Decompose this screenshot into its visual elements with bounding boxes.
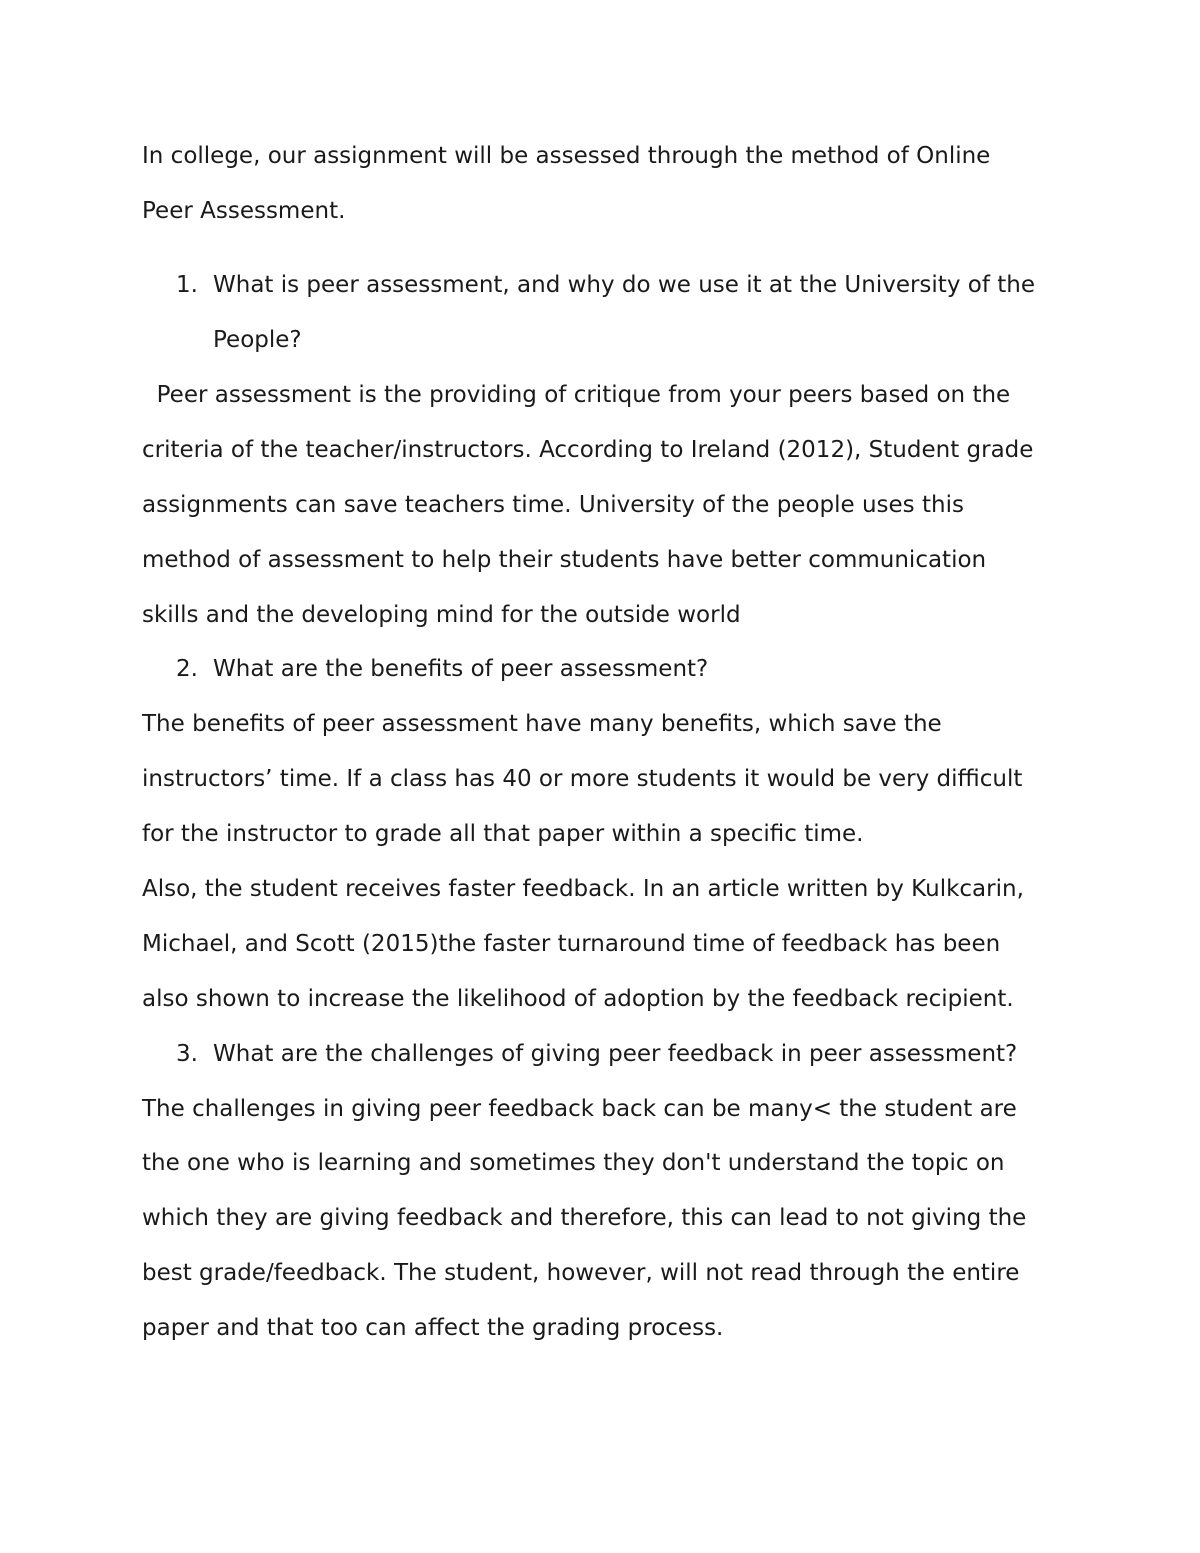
intro-line-1: In college, our assignment will be assessed through the method of Online — [142, 143, 991, 169]
answer-1-line-4: method of assessment to help their students have better communication — [142, 547, 987, 573]
answer-2-line-2: instructors’ time. If a class has 40 or more students it would be very difficult — [142, 766, 1023, 792]
question-1-line-1: What is peer assessment, and why do we use it at the University of the — [213, 272, 1035, 298]
answer-2-line-6: also shown to increase the likelihood of adoption by the feedback recipient. — [142, 986, 1014, 1012]
question-3-number: 3. — [176, 1041, 198, 1067]
question-2-number: 2. — [176, 656, 198, 682]
answer-3-line-2: the one who is learning and sometimes they don't understand the topic on — [142, 1150, 1005, 1176]
question-3-line-1: What are the challenges of giving peer feedback in peer assessment? — [213, 1041, 1018, 1067]
answer-1-line-3: assignments can save teachers time. University of the people uses this — [142, 492, 964, 518]
question-1-number: 1. — [176, 272, 198, 298]
intro-line-2: Peer Assessment. — [142, 198, 346, 224]
answer-3-line-1: The challenges in giving peer feedback back can be many< the student are — [142, 1096, 1017, 1122]
answer-2-line-3: for the instructor to grade all that paper within a specific time. — [142, 821, 864, 847]
answer-3-line-3: which they are giving feedback and therefore, this can lead to not giving the — [142, 1205, 1027, 1231]
answer-2-line-1: The benefits of peer assessment have many benefits, which save the — [142, 711, 942, 737]
answer-1-line-5: skills and the developing mind for the outside world — [142, 602, 741, 628]
answer-2-line-4: Also, the student receives faster feedback. In an article written by Kulkcarin, — [142, 876, 1024, 902]
question-2-line-1: What are the benefits of peer assessment? — [213, 656, 709, 682]
answer-1-line-2: criteria of the teacher/instructors. According to Ireland (2012), Student grade — [142, 437, 1034, 463]
answer-2-line-5: Michael, and Scott (2015)the faster turnaround time of feedback has been — [142, 931, 1001, 957]
answer-1-line-1: Peer assessment is the providing of critique from your peers based on the — [142, 382, 1011, 408]
question-1-line-2: People? — [213, 327, 302, 353]
answer-3-line-4: best grade/feedback. The student, however, will not read through the entire — [142, 1260, 1020, 1286]
answer-3-line-5: paper and that too can affect the grading process. — [142, 1315, 724, 1341]
